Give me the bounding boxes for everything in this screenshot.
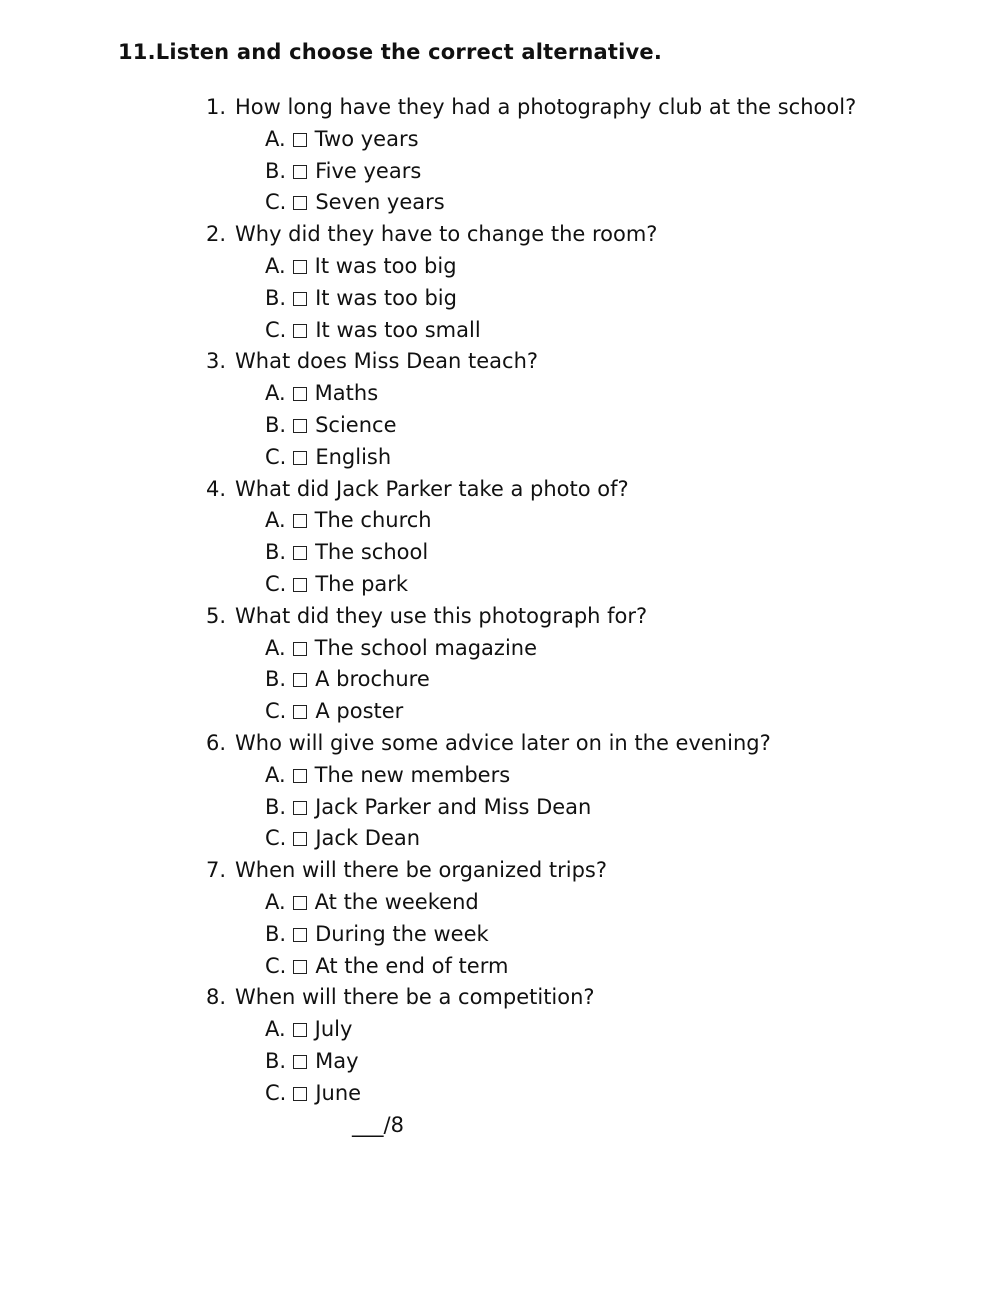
question-list — [206, 92, 856, 1110]
answer-option[interactable] — [206, 760, 856, 792]
option-text: Maths — [314, 381, 379, 406]
answer-checkbox[interactable] — [293, 260, 307, 274]
question-line — [206, 855, 856, 887]
answer-checkbox[interactable] — [293, 419, 307, 433]
option-text: Two years — [314, 126, 419, 151]
answer-checkbox[interactable] — [293, 1087, 307, 1101]
answer-checkbox[interactable] — [293, 928, 307, 942]
question-line — [206, 601, 856, 633]
option-text: Jack Dean — [315, 826, 421, 851]
option-letter: B. — [265, 1048, 287, 1073]
option-letter: A. — [265, 635, 286, 660]
answer-option[interactable] — [206, 251, 856, 283]
answer-option[interactable] — [206, 887, 856, 919]
answer-option[interactable] — [206, 664, 856, 696]
option-letter: C. — [265, 826, 287, 851]
answer-option[interactable] — [206, 378, 856, 410]
question-item — [206, 982, 856, 1109]
option-letter: C. — [265, 190, 287, 215]
option-letter: A. — [265, 126, 286, 151]
option-text: A poster — [315, 699, 404, 724]
option-text: The church — [314, 508, 432, 533]
option-letter: C. — [265, 1080, 287, 1105]
answer-checkbox[interactable] — [293, 196, 307, 210]
answer-checkbox[interactable] — [293, 514, 307, 528]
option-text: During the week — [315, 921, 489, 946]
question-line — [206, 346, 856, 378]
option-text: The new members — [314, 762, 511, 787]
question-number: 2. — [206, 222, 227, 247]
question-number: 6. — [206, 730, 227, 755]
answer-checkbox[interactable] — [293, 960, 307, 974]
answer-checkbox[interactable] — [293, 642, 307, 656]
answer-checkbox[interactable] — [293, 451, 307, 465]
exercise-heading: 11.Listen and choose the correct alternative. — [118, 40, 663, 64]
answer-option[interactable] — [206, 696, 856, 728]
option-letter: A. — [265, 253, 286, 278]
question-line — [206, 474, 856, 506]
answer-option[interactable] — [206, 315, 856, 347]
question-number: 3. — [206, 349, 227, 374]
option-letter: A. — [265, 1017, 286, 1042]
option-text: The school magazine — [314, 635, 538, 660]
answer-checkbox[interactable] — [293, 673, 307, 687]
question-line — [206, 982, 856, 1014]
answer-option[interactable] — [206, 187, 856, 219]
option-text: July — [314, 1017, 353, 1042]
option-text: It was too big — [314, 253, 457, 278]
answer-option[interactable] — [206, 1046, 856, 1078]
option-text: Seven years — [315, 190, 445, 215]
answer-checkbox[interactable] — [293, 801, 307, 815]
option-text: It was too big — [315, 285, 457, 310]
question-item — [206, 474, 856, 601]
answer-option[interactable] — [206, 792, 856, 824]
option-text: Jack Parker and Miss Dean — [315, 794, 592, 819]
question-item — [206, 728, 856, 855]
option-letter: C. — [265, 444, 287, 469]
answer-option[interactable] — [206, 156, 856, 188]
option-letter: B. — [265, 285, 287, 310]
option-letter: A. — [265, 889, 286, 914]
option-text: At the weekend — [314, 889, 479, 914]
answer-checkbox[interactable] — [293, 1055, 307, 1069]
question-number: 5. — [206, 603, 227, 628]
answer-checkbox[interactable] — [293, 387, 307, 401]
question-item — [206, 219, 856, 346]
question-item — [206, 601, 856, 728]
option-letter: A. — [265, 381, 286, 406]
question-text: When will there be a competition? — [235, 985, 595, 1010]
question-line — [206, 92, 856, 124]
option-text: The park — [315, 571, 409, 596]
question-line — [206, 728, 856, 760]
question-item — [206, 346, 856, 473]
answer-option[interactable] — [206, 633, 856, 665]
answer-option[interactable] — [206, 1078, 856, 1110]
option-letter: C. — [265, 571, 287, 596]
option-letter: C. — [265, 699, 287, 724]
answer-option[interactable] — [206, 951, 856, 983]
answer-checkbox[interactable] — [293, 769, 307, 783]
answer-option[interactable] — [206, 823, 856, 855]
score-line: ___/8 — [352, 1113, 404, 1137]
option-text: The school — [315, 540, 429, 565]
answer-checkbox[interactable] — [293, 292, 307, 306]
option-letter: A. — [265, 508, 286, 533]
answer-checkbox[interactable] — [293, 578, 307, 592]
answer-option[interactable] — [206, 919, 856, 951]
option-text: It was too small — [315, 317, 481, 342]
question-text: When will there be organized trips? — [235, 858, 608, 883]
question-number: 8. — [206, 985, 227, 1010]
answer-checkbox[interactable] — [293, 832, 307, 846]
answer-option[interactable] — [206, 505, 856, 537]
question-text: How long have they had a photography club at the school? — [235, 95, 857, 119]
answer-checkbox[interactable] — [293, 896, 307, 910]
answer-option[interactable] — [206, 124, 856, 156]
option-text: Five years — [315, 158, 422, 183]
answer-checkbox[interactable] — [293, 133, 307, 147]
question-text: Who will give some advice later on in the evening? — [235, 730, 771, 755]
question-number: 4. — [206, 476, 227, 501]
answer-option[interactable] — [206, 442, 856, 474]
option-letter: A. — [265, 762, 286, 787]
answer-option[interactable] — [206, 1014, 856, 1046]
option-letter: C. — [265, 953, 287, 978]
answer-checkbox[interactable] — [293, 165, 307, 179]
option-text: At the end of term — [315, 953, 509, 978]
option-letter: B. — [265, 667, 287, 692]
question-number: 7. — [206, 858, 227, 883]
answer-checkbox[interactable] — [293, 546, 307, 560]
option-letter: C. — [265, 317, 287, 342]
option-text: May — [315, 1048, 359, 1073]
question-line — [206, 219, 856, 251]
question-text: Why did they have to change the room? — [235, 222, 658, 247]
answer-checkbox[interactable] — [293, 705, 307, 719]
answer-option[interactable] — [206, 410, 856, 442]
answer-option[interactable] — [206, 537, 856, 569]
answer-option[interactable] — [206, 283, 856, 315]
option-text: English — [315, 444, 392, 469]
option-letter: B. — [265, 158, 287, 183]
option-text: Science — [315, 412, 397, 437]
question-item — [206, 855, 856, 982]
question-text: What did they use this photograph for? — [235, 603, 648, 628]
question-number: 1. — [206, 95, 227, 119]
option-letter: B. — [265, 921, 287, 946]
option-letter: B. — [265, 412, 287, 437]
question-text: What does Miss Dean teach? — [235, 349, 539, 374]
answer-option[interactable] — [206, 569, 856, 601]
option-text: June — [315, 1080, 362, 1105]
option-letter: B. — [265, 540, 287, 565]
question-item — [206, 92, 856, 219]
option-letter: B. — [265, 794, 287, 819]
option-text: A brochure — [315, 667, 430, 692]
answer-checkbox[interactable] — [293, 324, 307, 338]
answer-checkbox[interactable] — [293, 1023, 307, 1037]
question-text: What did Jack Parker take a photo of? — [235, 476, 629, 501]
